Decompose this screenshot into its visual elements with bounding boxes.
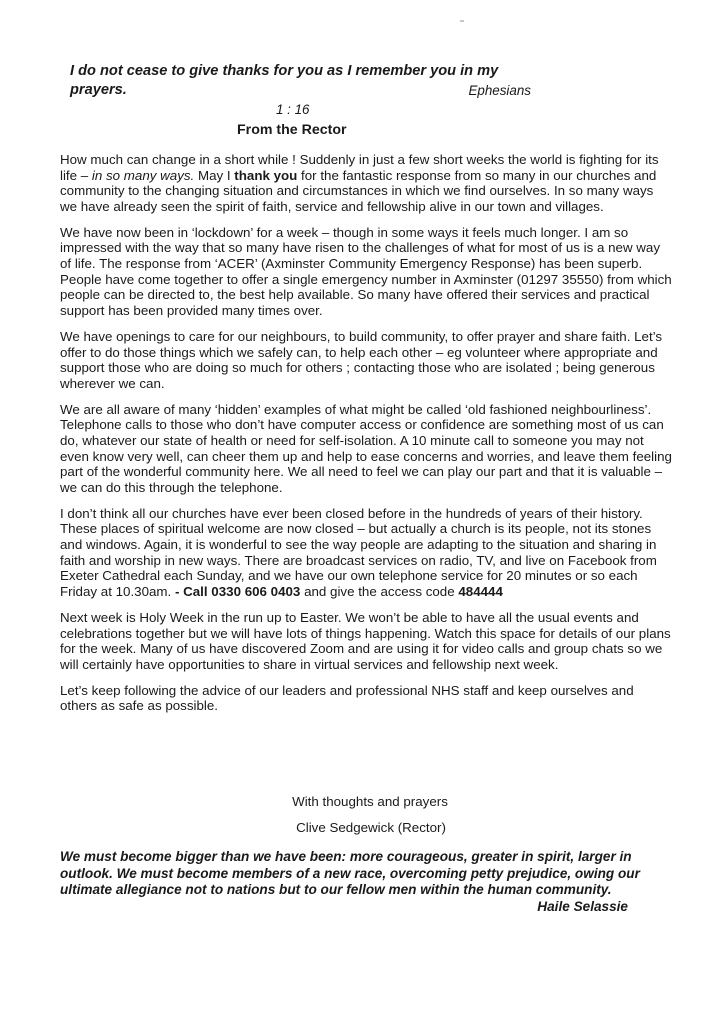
paragraph-1-emphasis: in so many ways. bbox=[91, 167, 195, 183]
closing-quote-author: Haile Selassie bbox=[537, 898, 628, 914]
paragraph-1-text: How much can change in a short while ! Suddenly in just a few short weeks the world is fighting for its life – bbox=[60, 152, 659, 183]
paragraph-6: Next week is Holy Week in the run up to Easter. We won’t be able to have all the usual events and celebrations together but we will have lots of things happening. Watch this space for details of our plans for the week. Many of us have discovered Zoom and are using it for video calls and group chats so we will certainly have opportunities to share in virtual services and fellowship next week. bbox=[60, 609, 671, 672]
paragraph-3: We have openings to care for our neighbours, to build community, to offer prayer and share faith. Let’s offer to do those things which we safely can, to help each other – eg volunteer where appropriate and support those who are doing so much for others ; contacting those who are isolated ; being generous wherever we can. bbox=[60, 328, 663, 391]
signoff-name: Clive Sedgewick (Rector) bbox=[296, 820, 446, 835]
page-title: From the Rector bbox=[237, 122, 347, 138]
phone-number-bold: - Call 0330 606 0403 bbox=[174, 583, 301, 599]
paragraph-2: We have now been in ‘lockdown’ for a week – though in some ways it feels much longer. I am so impressed with the way that so many have risen to the challenges of what for most of us is a new way of life. The response from ‘ACER’ (Axminster Community Emergency Response) has been superb. People have come together to offer a single emergency number in Axminster (01297 35550) from which people can be directed to, the best help available. So many have offered their services and practical support has been provided many times over. bbox=[60, 224, 672, 318]
closing-quote-text: We must become bigger than we have been: more courageous, greater in spirit, larger in outlook. We must become members of a new race, overcoming petty prejudice, owing our ultimate allegiance not to nations but to our fellow men within the human community. bbox=[60, 849, 640, 897]
scripture-book: Ephesians bbox=[468, 83, 531, 98]
paragraph-4: We are all aware of many ‘hidden’ examples of what might be called ‘old fashioned neighbourliness’. Telephone calls to those who don’t have computer access or confidence are something most of us can do, whatever our state of health or need for self-isolation. A 10 minute call to someone you may not even know very well, can cheer them up and help to ease concerns and worries, and leave them feeling part of the wonderful community here. We all need to feel we can play our part and that it is valuable –we can do this through the telephone. bbox=[60, 401, 672, 495]
signoff-line: With thoughts and prayers bbox=[292, 794, 448, 809]
thank-you-bold: thank you bbox=[234, 167, 298, 183]
paragraph-7: Let’s keep following the advice of our leaders and professional NHS staff and keep ourselves and others as safe as possible. bbox=[60, 682, 634, 714]
paragraph-1-text-2: May I bbox=[194, 167, 235, 183]
scripture-verse: 1 : 16 bbox=[276, 102, 310, 117]
paragraph-1 bbox=[60, 152, 672, 214]
paragraph-5 bbox=[60, 506, 672, 600]
closing-quote bbox=[60, 849, 672, 915]
scan-mark bbox=[460, 20, 464, 22]
letter-body bbox=[60, 152, 672, 725]
access-code-bold: 484444 bbox=[458, 583, 503, 599]
paragraph-5-text-2: and give the access code bbox=[300, 583, 459, 599]
scripture-quote-text: I do not cease to give thanks for you as I remember you in my prayers. bbox=[70, 63, 499, 98]
scripture-quote bbox=[70, 62, 530, 100]
paragraph-1-text-3: for the fantastic response from so many in our churches and community to the changing situation and circumstances in which we find ourselves. In so many ways we have already seen the spirit of faith, service and fellowship alive in our town and villages. bbox=[60, 167, 657, 214]
paragraph-5-text: I don’t think all our churches have ever been closed before in the hundreds of years of their history. These places of spiritual welcome are now closed – but actually a church is its people, not its stones and windows. Again, it is wonderful to see the way people are adapting to the situation and sharing in faith and worship in new ways. There are broadcast services on radio, TV, and live on Facebook from Exeter Cathedral each Sunday, and we have our own telephone service for 20 minutes or so each Friday at 10.30am. bbox=[60, 505, 657, 599]
